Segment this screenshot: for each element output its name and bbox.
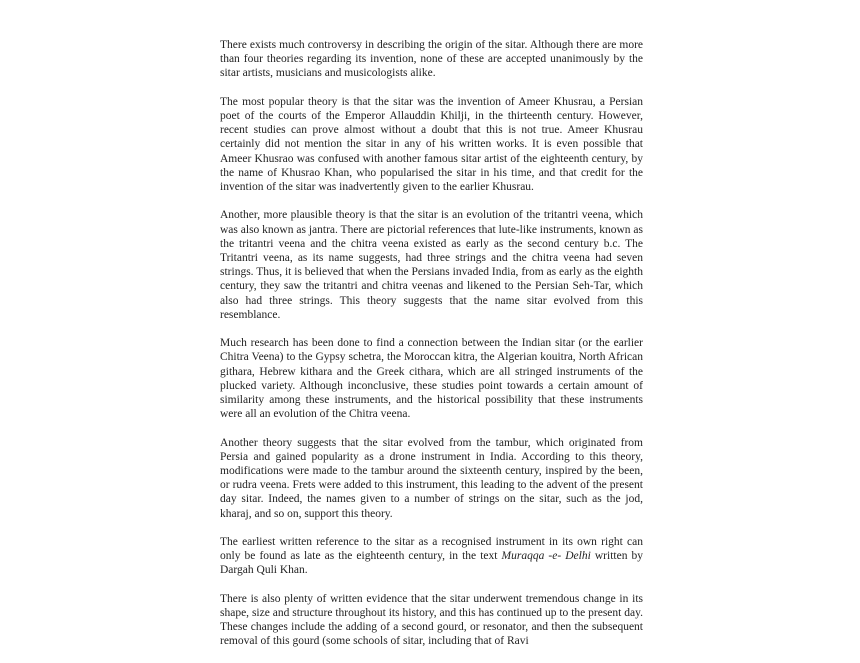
paragraph-3: Another, more plausible theory is that the sitar is an evolution of the tritantri veena, which was also known as jantra. There are pictorial references that lute-like instruments, known as the tritantri veena and the chitra veena existed as early as the second century b.c. The Tritantri veena, as its name suggests, had three strings and the chitra veena had seven strings. Thus, it is believed that when the Persians invaded India, from as early as the eighth century, they saw the tritantri and chitra veenas and likened to the Persian Seh-Tar, which also had three strings. This theory suggests that the name sitar evolved from this resemblance. — [220, 209, 643, 321]
paragraph-6-text-end: written by Dargah Quli Khan. — [220, 550, 644, 577]
paragraph-2: The most popular theory is that the sitar was the invention of Ameer Khusrau, a Persian poet of the courts of the Emperor Allauddin Khilji, in the thirteenth century. However, recent studies can prove almost without a doubt that this is not true. Ameer Khusrau certainly did not mention the sitar in any of his written works. It is even possible that Ameer Khusrao was confused with another famous sitar artist of the eighteenth century, by the name of Khusrao Khan, who popularised the sitar in his time, and that credit for the invention of the sitar was inadvertently given to the earlier Khusrau. — [220, 95, 643, 194]
paragraph-6-text-start: The earliest written reference to the sitar as a recognised instrument in its own right can only be found as late as the eighteenth century, in the text — [220, 536, 643, 563]
paragraph-6 — [220, 535, 643, 578]
paragraph-7: There is also plenty of written evidence that the sitar underwent tremendous change in its shape, size and structure throughout its history, and this has continued up to the present day. These changes include the adding of a second gourd, or resonator, and then the subsequent removal of this gourd (some schools of sitar, including that of Ravi — [220, 592, 643, 648]
paragraph-4: Much research has been done to find a connection between the Indian sitar (or the earlier Chitra Veena) to the Gypsy schetra, the Moroccan kitra, the Algerian kouitra, North African githara, Hebrew kithara and the Greek cithara, which are all stringed instruments of the plucked variety. Although inconclusive, these studies point towards a certain amount of similarity among these instruments, and the historical possibility that these instruments were all an evolution of the Chitra veena. — [220, 337, 643, 421]
document-body — [220, 38, 643, 663]
paragraph-5: Another theory suggests that the sitar evolved from the tambur, which originated from Persia and gained popularity as a drone instrument in India. According to this theory, modifications were made to the tambur around the sixteenth century, inspired by the been, or rudra veena. Frets were added to this instrument, this leading to the advent of the present day sitar. Indeed, the names given to a number of strings on the sitar, such as the jod, kharaj, and so on, support this theory. — [220, 436, 643, 520]
book-title-muraqqa-e-delhi: Muraqqa -e- Delhi — [501, 550, 591, 563]
paragraph-1: There exists much controversy in describing the origin of the sitar. Although there are more than four theories regarding its invention, none of these are accepted unanimously by the sitar artists, musicians and musicologists alike. — [220, 39, 643, 80]
